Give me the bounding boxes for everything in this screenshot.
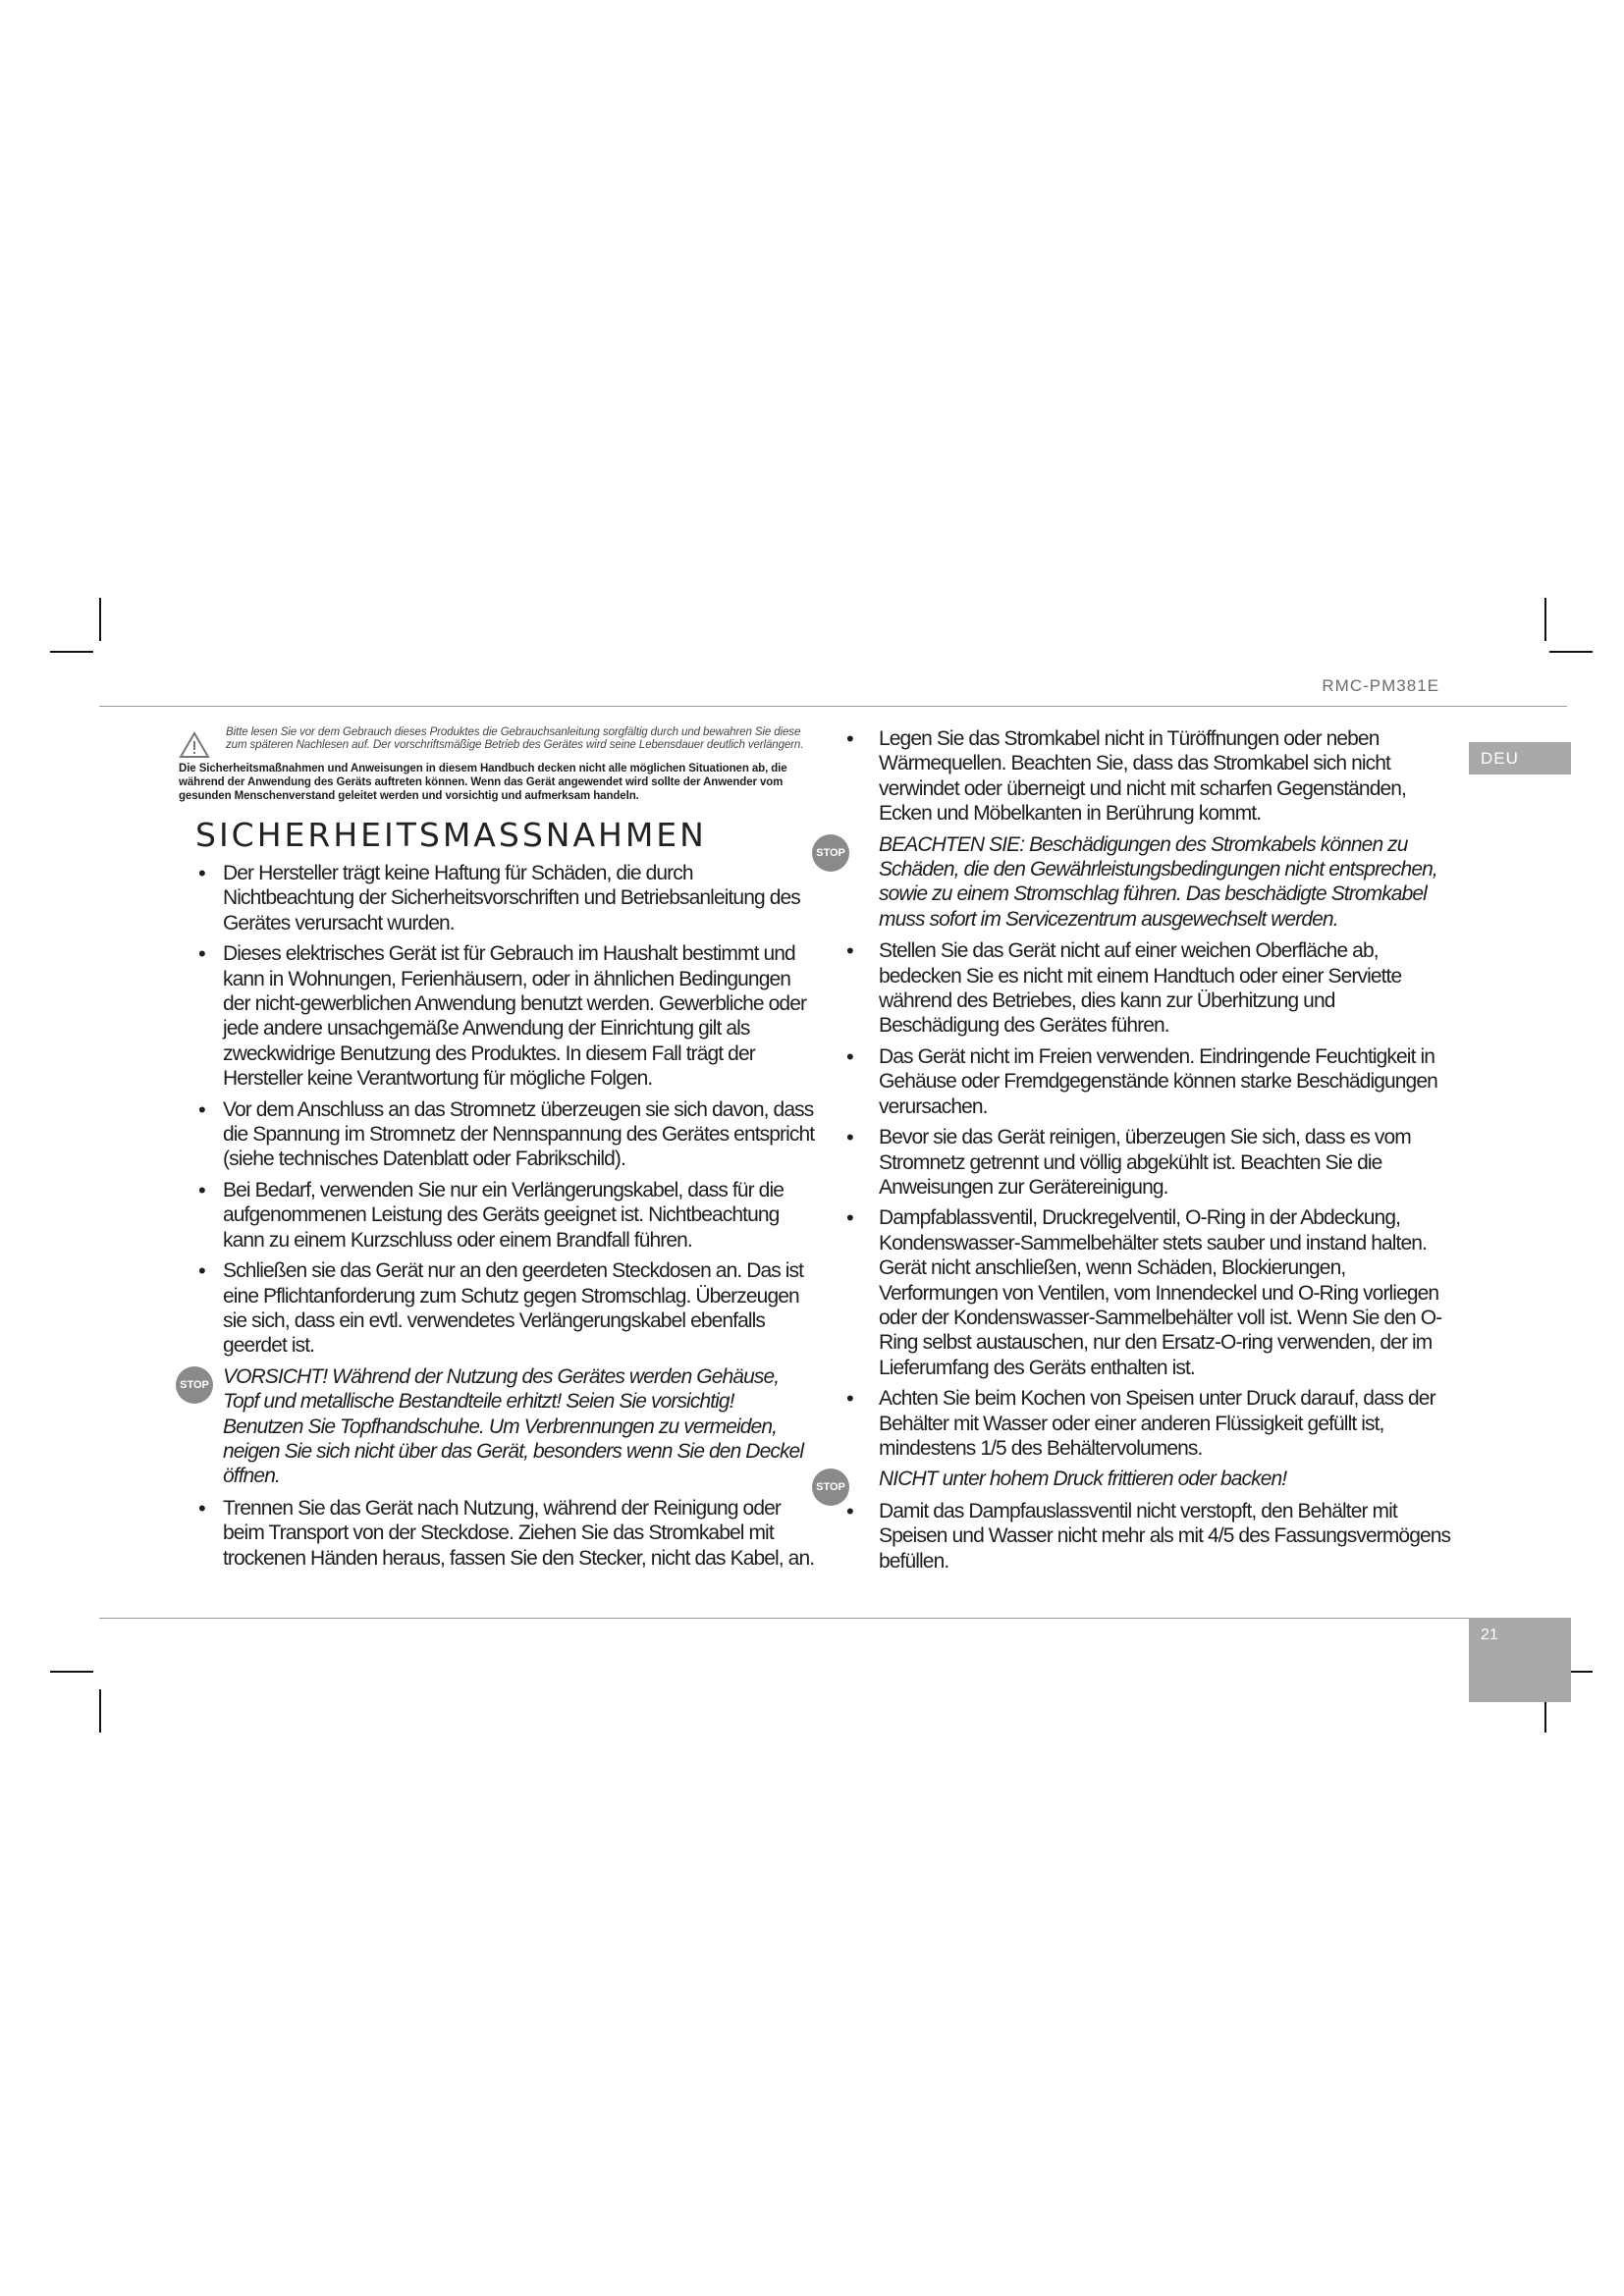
left-column (179, 726, 815, 1576)
list-item-text: Bevor sie das Gerät reinigen, überzeugen Sie sich, dass es vom Stromnetz getrennt und völlig abgekühlt ist. Beachten Sie die Anweisungen zur Gerätereinigung. (879, 1126, 1411, 1199)
page-number-tab (1469, 1618, 1571, 1702)
stop-warning-text: VORSICHT! Während der Nutzung des Gerätes werden Gehäuse, Topf und metallische Bestandteile erhitzt! Seien Sie vorsichtig! Benutzen Sie Topfhandschuhe. Um Verbrennungen zu vermeiden, neigen Sie sich nicht über das Gerät, besonders wenn Sie den Deckel öffnen. (223, 1364, 804, 1488)
list-item-text: Das Gerät nicht im Freien verwenden. Eindringende Feuchtigkeit in Gehäuse oder Fremdgegenstände können starke Beschädigungen verursachen. (879, 1044, 1437, 1118)
model-number: RMC-PM381E (1322, 676, 1439, 695)
warning-icon (179, 731, 210, 759)
stop-icon: STOP (176, 1366, 213, 1404)
stop-warning (816, 1467, 1456, 1494)
language-tab: DEU (1469, 742, 1571, 774)
stop-icon: STOP (812, 834, 849, 872)
notice-italic-text: Bitte lesen Sie vor dem Gebrauch dieses Produktes die Gebrauchsanleitung sorgfältig durch und bewahren Sie diese zum späteren Nachlesen auf. Der vorschriftsmäßige Betrieb des Gerätes wird seine Lebensdauer deutlich verlängern. (226, 726, 804, 751)
list-item (837, 938, 1456, 1039)
crop-mark (99, 1689, 101, 1733)
list-item (837, 1044, 1456, 1119)
crop-mark (1549, 651, 1593, 653)
list-item (179, 1258, 815, 1359)
list-item-text: Vor dem Anschluss an das Stromnetz überzeugen sie sich davon, dass die Spannung im Stromnetz der Nennspannung des Gerätes entspricht (siehe technisches Datenblatt oder Fabrikschild). (223, 1097, 815, 1171)
right-column (816, 726, 1456, 1579)
footer-rule (99, 1618, 1567, 1619)
list-item-text: Achten Sie beim Kochen von Speisen unter Druck darauf, dass der Behälter mit Wasser oder einer anderen Flüssigkeit gefüllt ist, mindestens 1/5 des Behältervolumens. (879, 1387, 1435, 1460)
list-item-text: Stellen Sie das Gerät nicht auf einer weichen Oberfläche ab, bedecken Sie es nicht mit einem Handtuch oder einer Serviette während des Betriebes, dies kann zur Überhitzung und Beschädigung des Gerätes führen. (879, 939, 1402, 1038)
list-item-text: Schließen sie das Gerät nur an den geerdeten Steckdosen an. Das ist eine Pflichtanforderung zum Schutz gegen Stromschlag. Überzeugen sie sich, dass ein evtl. verwendetes Verlängerungskabel ebenfalls geerdet ist. (223, 1259, 804, 1358)
list-item (837, 726, 1456, 827)
stop-icon: STOP (812, 1468, 849, 1506)
list-item (179, 1097, 815, 1172)
crop-mark (50, 1671, 93, 1673)
crop-mark (50, 651, 93, 653)
list-item-text: Der Hersteller trägt keine Haftung für Schäden, die durch Nichtbeachtung der Sicherheitsvorschriften und Betriebsanleitung des Gerätes verursacht wurden. (223, 862, 800, 934)
list-item (179, 941, 815, 1091)
stop-warning-text: BEACHTEN SIE: Beschädigungen des Stromkabels können zu Schäden, die den Gewährleistungsbedingungen nicht entsprechen, sowie zu einem Stromschlag führen. Das beschädigte Stromkabel muss sofort im Servicezentrum ausgewechselt werden. (879, 832, 1437, 931)
list-item-text: Dampfablassventil, Druckregelventil, O-Ring in der Abdeckung, Kondenswasser-Sammelbehälter stets sauber und instand halten. Gerät nicht anschließen, wenn Schäden, Blockierungen, Verformungen von Ventilen, vom Innendeckel und O-Ring vorliegen oder der Kondenswasser-Sammelbehälter voll ist. Wenn Sie den O-Ring selbst austauschen, nur den Ersatz-O-ring verwenden, der im Lieferumfang des Geräts enthalten ist. (879, 1206, 1442, 1379)
left-list (179, 861, 815, 1571)
crop-mark (99, 598, 101, 641)
list-item-text: Damit das Dampfauslassventil nicht verstopft, den Behälter mit Speisen und Wasser nicht mehr als mit 4/5 des Fassungsvermögens befüllen. (879, 1499, 1451, 1573)
stop-warning (179, 1364, 815, 1489)
list-item (179, 1496, 815, 1571)
list-item (837, 1499, 1456, 1574)
page-number: 21 (1481, 1627, 1498, 1643)
list-item (837, 1125, 1456, 1200)
list-item-text: Trennen Sie das Gerät nach Nutzung, während der Reinigung oder beim Transport von der Steckdose. Ziehen Sie das Stromkabel mit trockenen Händen heraus, fassen Sie den Stecker, nicht das Kabel, an. (223, 1496, 815, 1570)
list-item (837, 1386, 1456, 1461)
list-item (179, 861, 815, 935)
stop-warning-text: NICHT unter hohem Druck frittieren oder backen! (879, 1468, 1287, 1491)
list-item (179, 1178, 815, 1253)
usage-notice (179, 726, 815, 803)
list-item-text: Legen Sie das Stromkabel nicht in Türöffnungen oder neben Wärmequellen. Beachten Sie, dass das Stromkabel sich nicht verwindet oder überneigt und nicht mit scharfen Gegenständen, Ecken und Möbelkanten in Berührung kommt. (879, 727, 1406, 826)
right-list (816, 726, 1456, 1574)
header-rule (99, 706, 1567, 707)
list-item (837, 1205, 1456, 1380)
list-item-text: Dieses elektrisches Gerät ist für Gebrauch im Haushalt bestimmt und kann in Wohnungen, Ferienhäusern, oder in ähnlichen Bedingungen der nicht-gewerblichen Anwendung benutzt werden. Gewerbliche oder jede andere unsachgemäße Anwendung der Einrichtung gilt als zweckwidrige Benutzung des Produktes. In diesem Fall trägt der Hersteller keine Verantwortung für mögliche Folgen. (223, 942, 807, 1091)
crop-mark (1544, 598, 1546, 641)
stop-warning (816, 832, 1456, 933)
list-item-text: Bei Bedarf, verwenden Sie nur ein Verlängerungskabel, dass für die aufgenommenen Leistung des Geräts geeignet ist. Nichtbeachtung kann zu einem Kurzschluss oder einem Brandfall führen. (223, 1178, 784, 1252)
section-title: SICHERHEITSMASSNAHMEN (195, 816, 707, 854)
notice-bold-text: Die Sicherheitsmaßnahmen und Anweisungen in diesem Handbuch decken nicht alle möglichen Situationen ab, die während der Anwendung des Geräts auftreten können. Wenn das Gerät angewendet wird sollte der Anwender vom gesunden Menschenverstand geleitet werden und vorsichtig und aufmerksam handeln. (179, 763, 787, 802)
